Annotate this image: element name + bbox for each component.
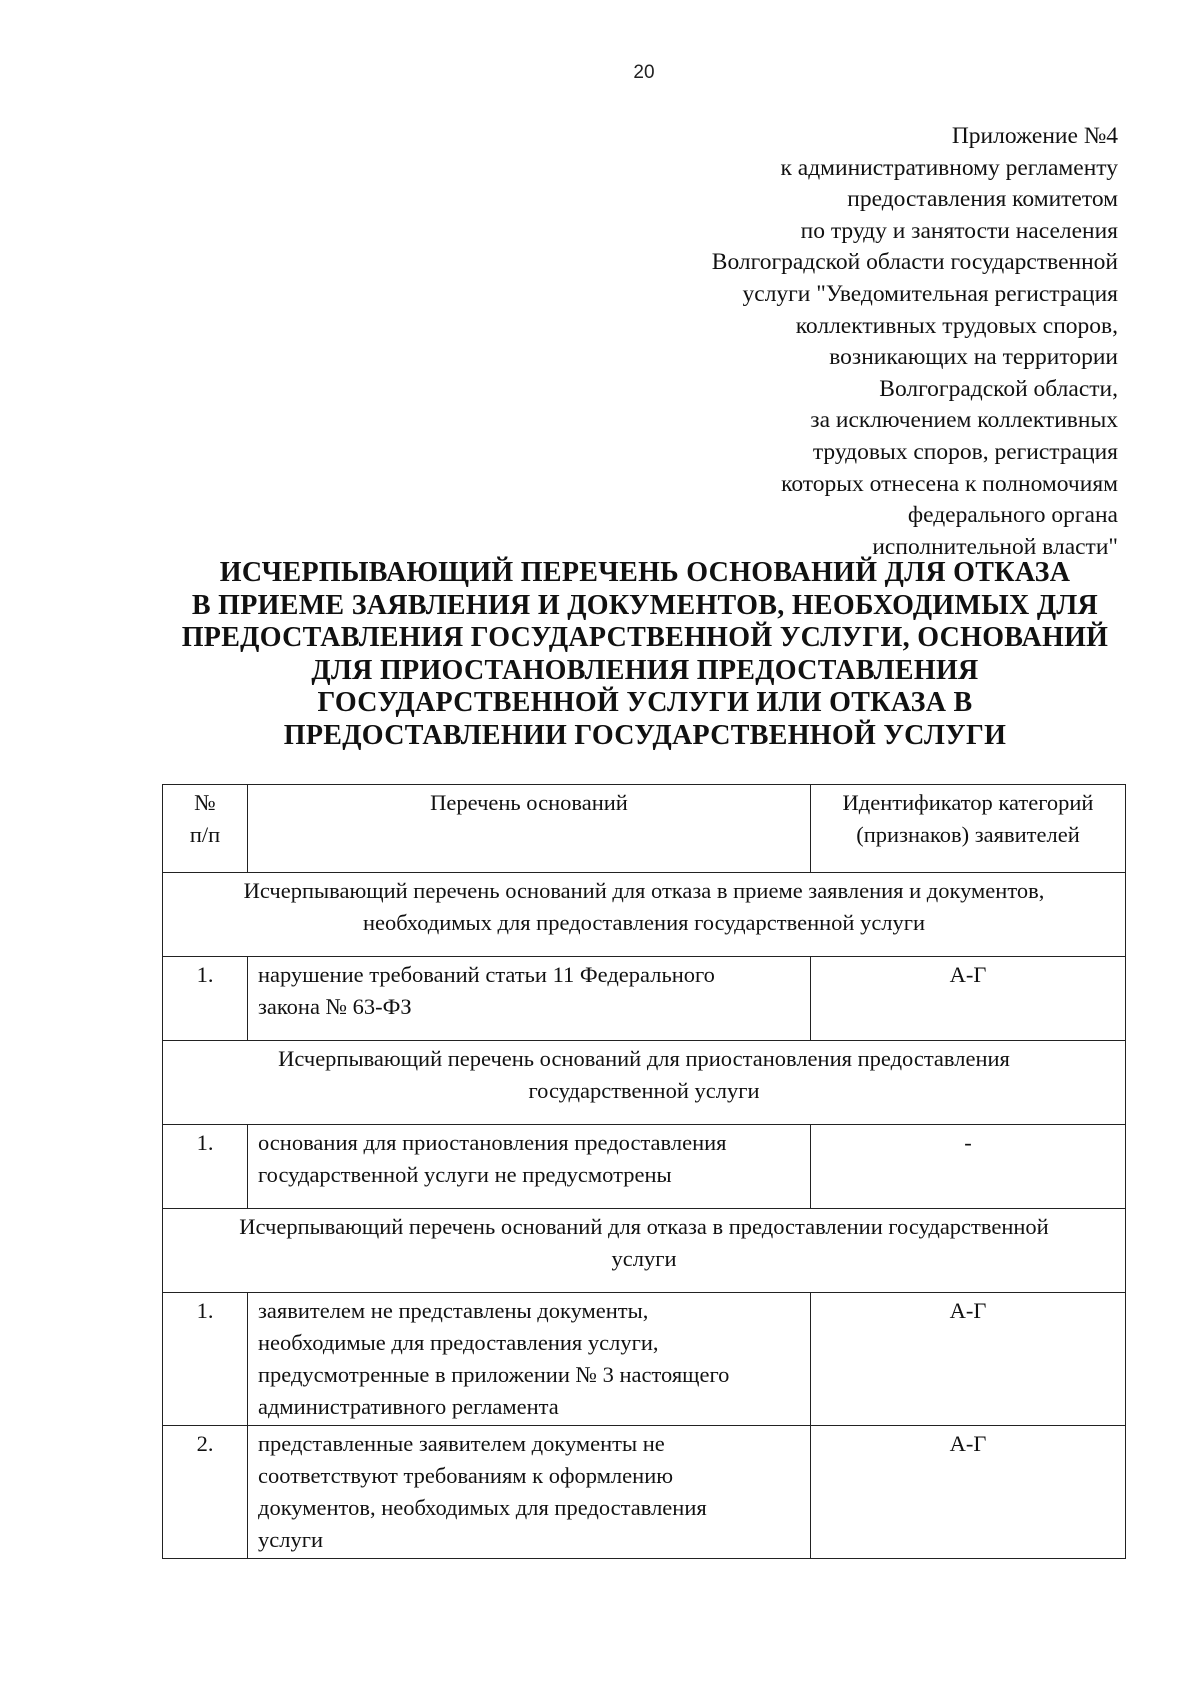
row-text-line: нарушение требований статьи 11 Федерального (258, 962, 715, 987)
row-text-line: услуги (258, 1527, 323, 1552)
appendix-line: федерального органа (907, 502, 1118, 529)
title-line: ИСЧЕРПЫВАЮЩИЙ ПЕРЕЧЕНЬ ОСНОВАНИЙ ДЛЯ ОТКАЗА (219, 557, 1071, 588)
section-title-row (163, 1041, 1126, 1125)
section-title-line: необходимых для предоставления государственной услуги (362, 910, 926, 935)
section-title-line: государственной услуги (528, 1078, 760, 1103)
table-row (163, 957, 1126, 1041)
row-text-line: закона № 63-ФЗ (258, 994, 412, 1019)
title-line: ПРЕДОСТАВЛЕНИИ ГОСУДАРСТВЕННОЙ УСЛУГИ (283, 719, 1007, 751)
row-identifier-cell: - (811, 1125, 1126, 1209)
appendix-line: Приложение №4 (951, 123, 1118, 149)
row-text-line: основания для приостановления предоставления (258, 1130, 727, 1155)
section-title-line: Исчерпывающий перечень оснований для приостановления предоставления (278, 1046, 1010, 1071)
header-identifier-cell (811, 785, 1126, 873)
header-grounds-line: Перечень оснований (430, 790, 628, 815)
appendix-line: трудовых споров, регистрация (812, 438, 1118, 465)
row-text-line: государственной услуги не предусмотрены (258, 1162, 672, 1187)
section-title-row (163, 873, 1126, 957)
appendix-line: Волгоградской области, (879, 375, 1118, 402)
row-identifier-cell: А-Г (811, 957, 1126, 1041)
appendix-line: услуги "Уведомительная регистрация (742, 280, 1118, 307)
appendix-line: по труду и занятости населения (800, 217, 1118, 244)
table-row (163, 1125, 1126, 1209)
appendix-line: коллективных трудовых споров, (795, 312, 1118, 339)
row-text-line: представленные заявителем документы не (258, 1431, 665, 1456)
row-num-cell: 2. (163, 1426, 248, 1559)
section-title-row (163, 1209, 1126, 1293)
table-row (163, 1426, 1126, 1559)
section-title-cell (163, 1209, 1126, 1293)
section-title-line: Исчерпывающий перечень оснований для отказа в приеме заявления и документов, (243, 878, 1045, 903)
row-text-line: предусмотренные в приложении № 3 настоящего (258, 1362, 730, 1387)
title-line: ДЛЯ ПРИОСТАНОВЛЕНИЯ ПРЕДОСТАВЛЕНИЯ (311, 654, 979, 686)
row-text-line: документов, необходимых для предоставления (258, 1495, 707, 1520)
header-grounds-cell (248, 785, 811, 873)
appendix-line: предоставления комитетом (847, 186, 1118, 213)
section-title-cell (163, 1041, 1126, 1125)
appendix-line: исполнительной власти" (872, 533, 1118, 560)
row-text-line: соответствуют требованиям к оформлению (258, 1463, 674, 1488)
section-title-line: Исчерпывающий перечень оснований для отказа в предоставлении государственной (239, 1214, 1049, 1239)
row-text-line: заявителем не представлены документы, (258, 1298, 649, 1323)
row-num-cell: 1. (163, 957, 248, 1041)
row-text-line: необходимые для предоставления услуги, (258, 1330, 659, 1355)
appendix-heading (558, 121, 1118, 563)
row-text-cell (248, 1293, 811, 1426)
title-line: ПРЕДОСТАВЛЕНИЯ ГОСУДАРСТВЕННОЙ УСЛУГИ, ОСНОВАНИЙ (181, 622, 1109, 654)
row-text-cell (248, 1125, 811, 1209)
appendix-line: возникающих на территории (829, 344, 1118, 371)
title-line: В ПРИЕМЕ ЗАЯВЛЕНИЯ И ДОКУМЕНТОВ, НЕОБХОДИМЫХ ДЛЯ (191, 589, 1099, 621)
row-identifier-cell: А-Г (811, 1293, 1126, 1426)
appendix-line: за исключением коллективных (810, 407, 1118, 434)
row-num-cell: 1. (163, 1125, 248, 1209)
header-num-line: № (194, 790, 216, 815)
grounds-table (162, 784, 1126, 1559)
table-header-row (163, 785, 1126, 873)
header-identifier-line: Идентификатор категорий (842, 790, 1094, 815)
row-num-cell: 1. (163, 1293, 248, 1426)
appendix-line: которых отнесена к полномочиям (781, 470, 1118, 497)
header-identifier-line: (признаков) заявителей (856, 822, 1080, 847)
header-num-line: п/п (189, 822, 221, 847)
section-title-line: услуги (611, 1246, 677, 1271)
header-num-cell (163, 785, 248, 873)
row-text-cell (248, 1426, 811, 1559)
page-number: 20 (633, 62, 655, 83)
row-text-line: административного регламента (258, 1394, 559, 1419)
table-row (163, 1293, 1126, 1426)
title-line: ГОСУДАРСТВЕННОЙ УСЛУГИ ИЛИ ОТКАЗА В (317, 687, 973, 719)
document-title (150, 557, 1140, 753)
row-text-cell (248, 957, 811, 1041)
row-identifier-cell: А-Г (811, 1426, 1126, 1559)
section-title-cell (163, 873, 1126, 957)
appendix-line: к административному регламенту (780, 154, 1118, 181)
appendix-line: Волгоградской области государственной (711, 249, 1118, 276)
